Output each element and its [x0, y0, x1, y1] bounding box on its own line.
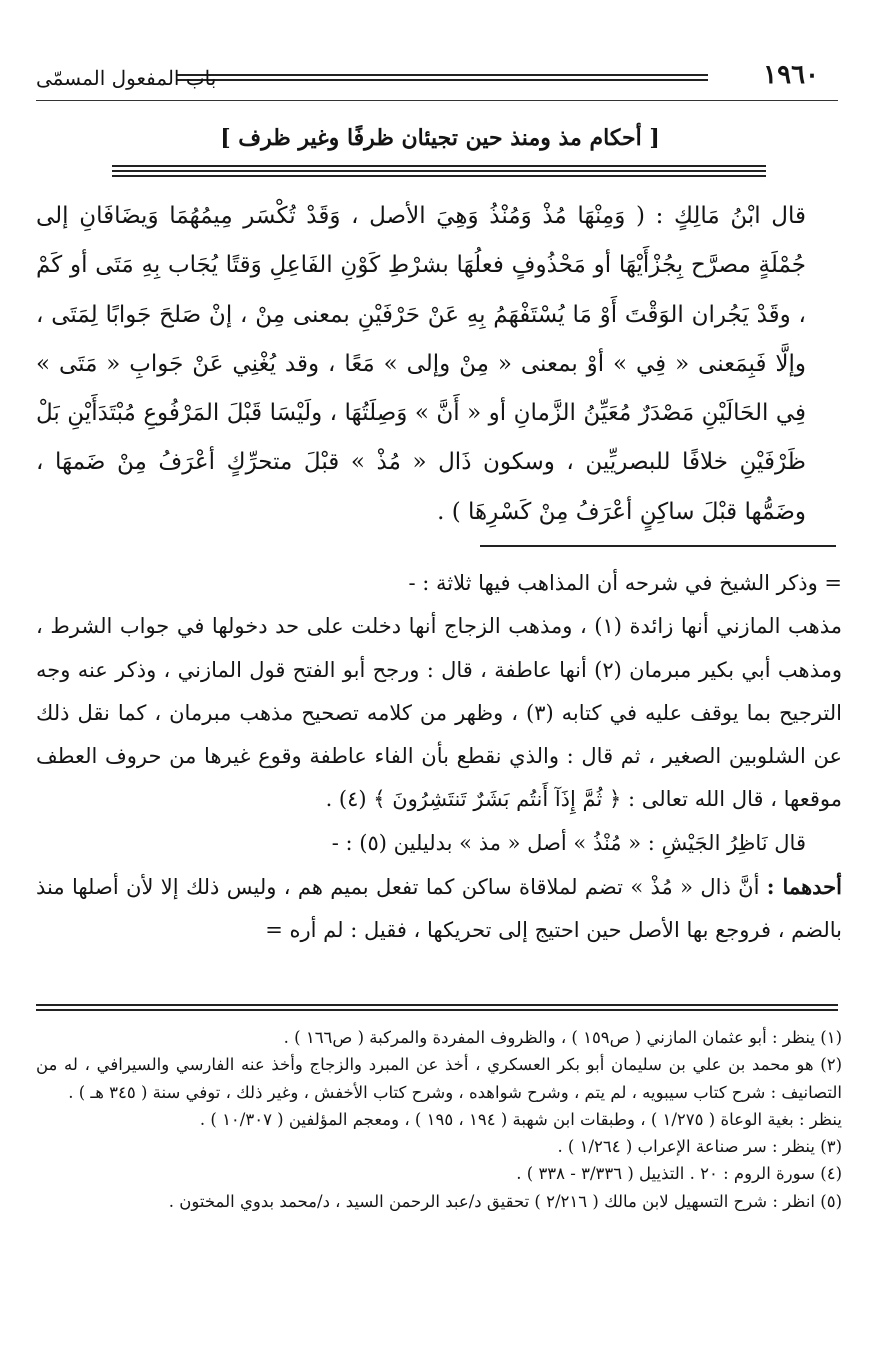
header-underline — [36, 100, 838, 101]
footnote-3: (٣) ينظر : سر صناعة الإعراب ( ١/٢٦٤ ) . — [557, 1137, 842, 1157]
footnotes — [36, 1024, 842, 1215]
footnote-rule-1 — [36, 1004, 838, 1006]
main-text — [36, 192, 842, 537]
chapter-title: باب المفعول المسمّى — [36, 66, 217, 90]
footnote-5: (٥) انظر : شرح التسهيل لابن مالك ( ٢/٢١٦ ) تحقيق د/عبد الرحمن السيد ، د/محمد بدوي المختون . — [168, 1191, 842, 1211]
heading-rule-3 — [112, 175, 766, 177]
heading-rule-2 — [112, 170, 766, 172]
page-number: ١٩٦٠ — [763, 60, 819, 90]
footnote-2-references: ينظر : بغية الوعاة ( ١/٢٧٥ ) ، وطبقات ابن شهبة ( ١٩٤ ، ١٩٥ ) ، ومعجم المؤلفين ( ١٠/٣٠٧ ) . — [199, 1109, 842, 1129]
footnote-1: (١) ينظر : أبو عثمان المازني ( ص١٥٩ ) ، والظروف المفردة والمركبة ( ص١٦٦ ) . — [283, 1028, 842, 1047]
footnote-2: (٢) هو محمد بن علي بن سليمان أبو بكر العسكري ، أخذ عن المبرد والزجاج وأخذ عنه الفارسي والسيرافي ، له من التصانيف : شرح كتاب سيبويه ، لم يتم ، وشرح شواهده ، وشرح كتاب الأخفش ، وغير ذلك ، توفي سنة ( ٣٤٥ هـ ) . — [36, 1055, 842, 1102]
continuation-commentary — [36, 562, 842, 953]
section-heading: [ أحكام مذ ومنذ حين تجيئان ظرفًا وغير ظرف ] — [220, 125, 660, 151]
footnote-rule-2 — [36, 1009, 838, 1011]
intro-line: = وذكر الشيخ في شرحه أن المذاهب فيها ثلاثة : - — [408, 571, 842, 595]
commentary-paragraph-1: مذهب المازني أنها زائدة (١) ، ومذهب الزجاج أنها دخلت على حد دخولها في جواب الشرط ، ومذهب أبي بكير مبرمان (٢) أنها عاطفة ، قال : ورجح أبو الفتح قول المازني ، وذكر عنه وجه الترجيح بما يوقف عليه في كتابه (٣) ، وظهر من كلامه تصحيح مذهب مبرمان ، كما نقل ذلك عن الشلوبين الصغير ، ثم قال : والذي نقطع بأن الفاء عاطفة وقوع غيرها من حروف العطف موقعها ، قال الله تعالى : ﴿ ثُمَّ إِذَآ أَنتُم بَشَرٌ تَنتَشِرُونَ ﴾ (٤) . — [36, 614, 843, 812]
paragraph-3-text: أنَّ ذال « مُذْ » تضم لملاقاة ساكن كما تفعل بميم هم ، وليس ذلك إلا لأن أصلها منذ بالضم ، فروجع بها الأصل حين احتيج إلى تحريكها ، فقيل : لم أره = — [36, 875, 842, 943]
paragraph-3-lead: أحدهما : — [766, 874, 842, 900]
commentary-paragraph-2: قال نَاظِرُ الجَيْشِ : « مُنْذُ » أصل « مذ » بدليلين (٥) : - — [331, 830, 806, 855]
commentary-paragraph-3 — [36, 865, 842, 953]
header-rule — [176, 74, 708, 81]
main-paragraph: قال ابْنُ مَالِكٍ : ( وَمِنْهَا مُذْ وَمُنْذُ وَهِيَ الأصل ، وَقَدْ تُكْسَر مِيمُهُمَا وَيضَافَانِ إلى جُمْلَةٍ مصرَّح بِجُزْأَيْهَا أو مَحْذُوفٍ فعلُهَا بشرْطِ كَوْنِ الفَاعِلِ وَقتًا يُجَاب بِهِ مَتَى أو كَمْ ، وقَدْ يَجُران الوَقْتَ أَوْ مَا يُسْتَفْهَمُ بِهِ عَنْ حَرْفَيْنِ بمعنى مِنْ ، إنْ صَلحَ جَوابًا لِمَتَى ، وإلَّا فَبِمَعنى « فِي » أوْ بمعنى « مِنْ وإلى » مَعًا ، وقد يُغْنِي عَنْ جَوابِ « مَتَى » فِي الحَالَيْنِ مَصْدَرٌ مُعَيِّنُ الزَّمانِ أو « أَنَّ » وَصِلَتُهَا ، ولَيْسَا قَبْلَ المَرْفُوعِ مُبْتَدَأَيْنِ بَلْ ظَرْفَيْنِ خلافًا للبصريِّين ، وسكون ذَال « مُذْ » قبْلَ متحرِّكٍ أعْرَفُ مِنْ ضَمهَا ، وضَمُّها قبْلَ ساكِنٍ أعْرَفُ مِنْ كَسْرِهَا ) . — [36, 203, 806, 525]
section-divider — [480, 545, 836, 547]
heading-rule-1 — [112, 165, 766, 167]
footnote-4: (٤) سورة الروم : ٢٠ . التذييل ( ٣/٣٣٦ - ٣٣٨ ) . — [516, 1164, 842, 1184]
